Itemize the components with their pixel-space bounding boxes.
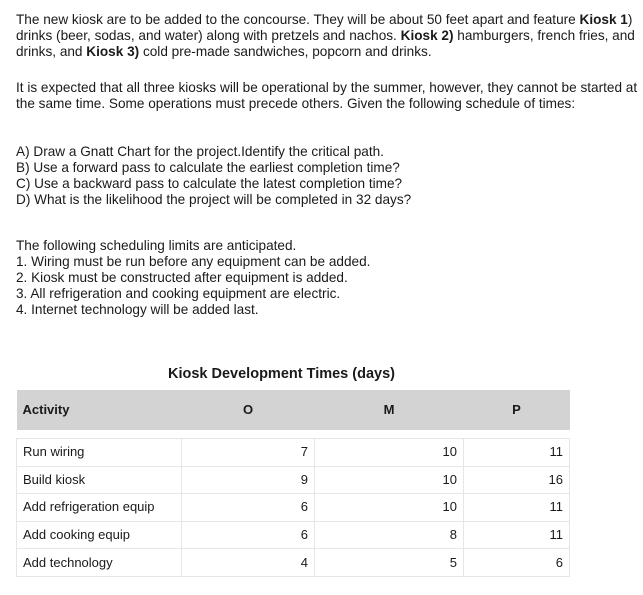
intro-text: ) drinks (beer, sodas, and water) along with pretzels and nachos. [16, 12, 633, 43]
cell-m: 10 [315, 494, 464, 522]
table-row [17, 439, 570, 467]
header-activity: Activity [22, 402, 70, 417]
header-o: O [242, 402, 254, 417]
question-item: B) Use a forward pass to calculate the earliest completion time? [16, 160, 400, 175]
table-row [17, 466, 570, 494]
table-row [17, 521, 570, 549]
question-list [16, 144, 411, 208]
table-row [17, 494, 570, 522]
cell-o: 7 [182, 439, 315, 467]
limit-item: 1. Wiring must be run before any equipment can be added. [16, 254, 371, 269]
header-m: M [383, 402, 395, 417]
question-item: C) Use a backward pass to calculate the latest completion time? [16, 176, 403, 191]
table-row [17, 549, 570, 577]
cell-p: 11 [464, 521, 570, 549]
cell-o: 6 [182, 494, 315, 522]
cell-m: 5 [315, 549, 464, 577]
cell-m: 10 [315, 466, 464, 494]
table-header-row [17, 390, 570, 430]
cell-p: 11 [464, 494, 570, 522]
cell-p: 11 [464, 439, 570, 467]
cell-o: 9 [182, 466, 315, 494]
question-item: D) What is the likelihood the project will be completed in 32 days? [16, 192, 412, 207]
cell-activity: Add technology [17, 549, 182, 577]
cell-o: 6 [182, 521, 315, 549]
intro-text: cold pre-made sandwiches, popcorn and drinks. [139, 44, 432, 59]
cell-p: 16 [464, 466, 570, 494]
development-times-table [16, 390, 570, 577]
limits-intro: The following scheduling limits are anticipated. [16, 238, 297, 253]
cell-p: 6 [464, 549, 570, 577]
limits-list [16, 254, 370, 318]
table-spacer [17, 430, 570, 439]
table-title: Kiosk Development Times (days) [168, 366, 395, 382]
limit-item: 3. All refrigeration and cooking equipment are electric. [16, 286, 341, 301]
cell-activity: Add refrigeration equip [17, 494, 182, 522]
cell-m: 8 [315, 521, 464, 549]
limit-item: 2. Kiosk must be constructed after equipment is added. [16, 270, 348, 285]
cell-activity: Build kiosk [17, 466, 182, 494]
cell-o: 4 [182, 549, 315, 577]
cell-activity: Add cooking equip [17, 521, 182, 549]
header-p: P [512, 402, 521, 417]
question-item: A) Draw a Gnatt Chart for the project.Identify the critical path. [16, 144, 384, 159]
kiosk2-label: Kiosk 2) [400, 28, 454, 43]
intro-text: The new kiosk are to be added to the concourse. They will be about 50 feet apart and feature [16, 12, 580, 27]
cell-m: 10 [315, 439, 464, 467]
intro-text: hamburgers, french fries, and drinks, and [16, 28, 635, 59]
limit-item: 4. Internet technology will be added last. [16, 302, 259, 317]
kiosk1-label: Kiosk 1 [579, 12, 628, 27]
kiosk3-label: Kiosk 3) [86, 44, 140, 59]
intro-paragraph [16, 12, 638, 60]
cell-activity: Run wiring [17, 439, 182, 467]
schedule-paragraph: It is expected that all three kiosks will be operational by the summer, however, they cannot be started at the same time. Some operations must precede others. Given the following schedule of times: [16, 80, 638, 111]
